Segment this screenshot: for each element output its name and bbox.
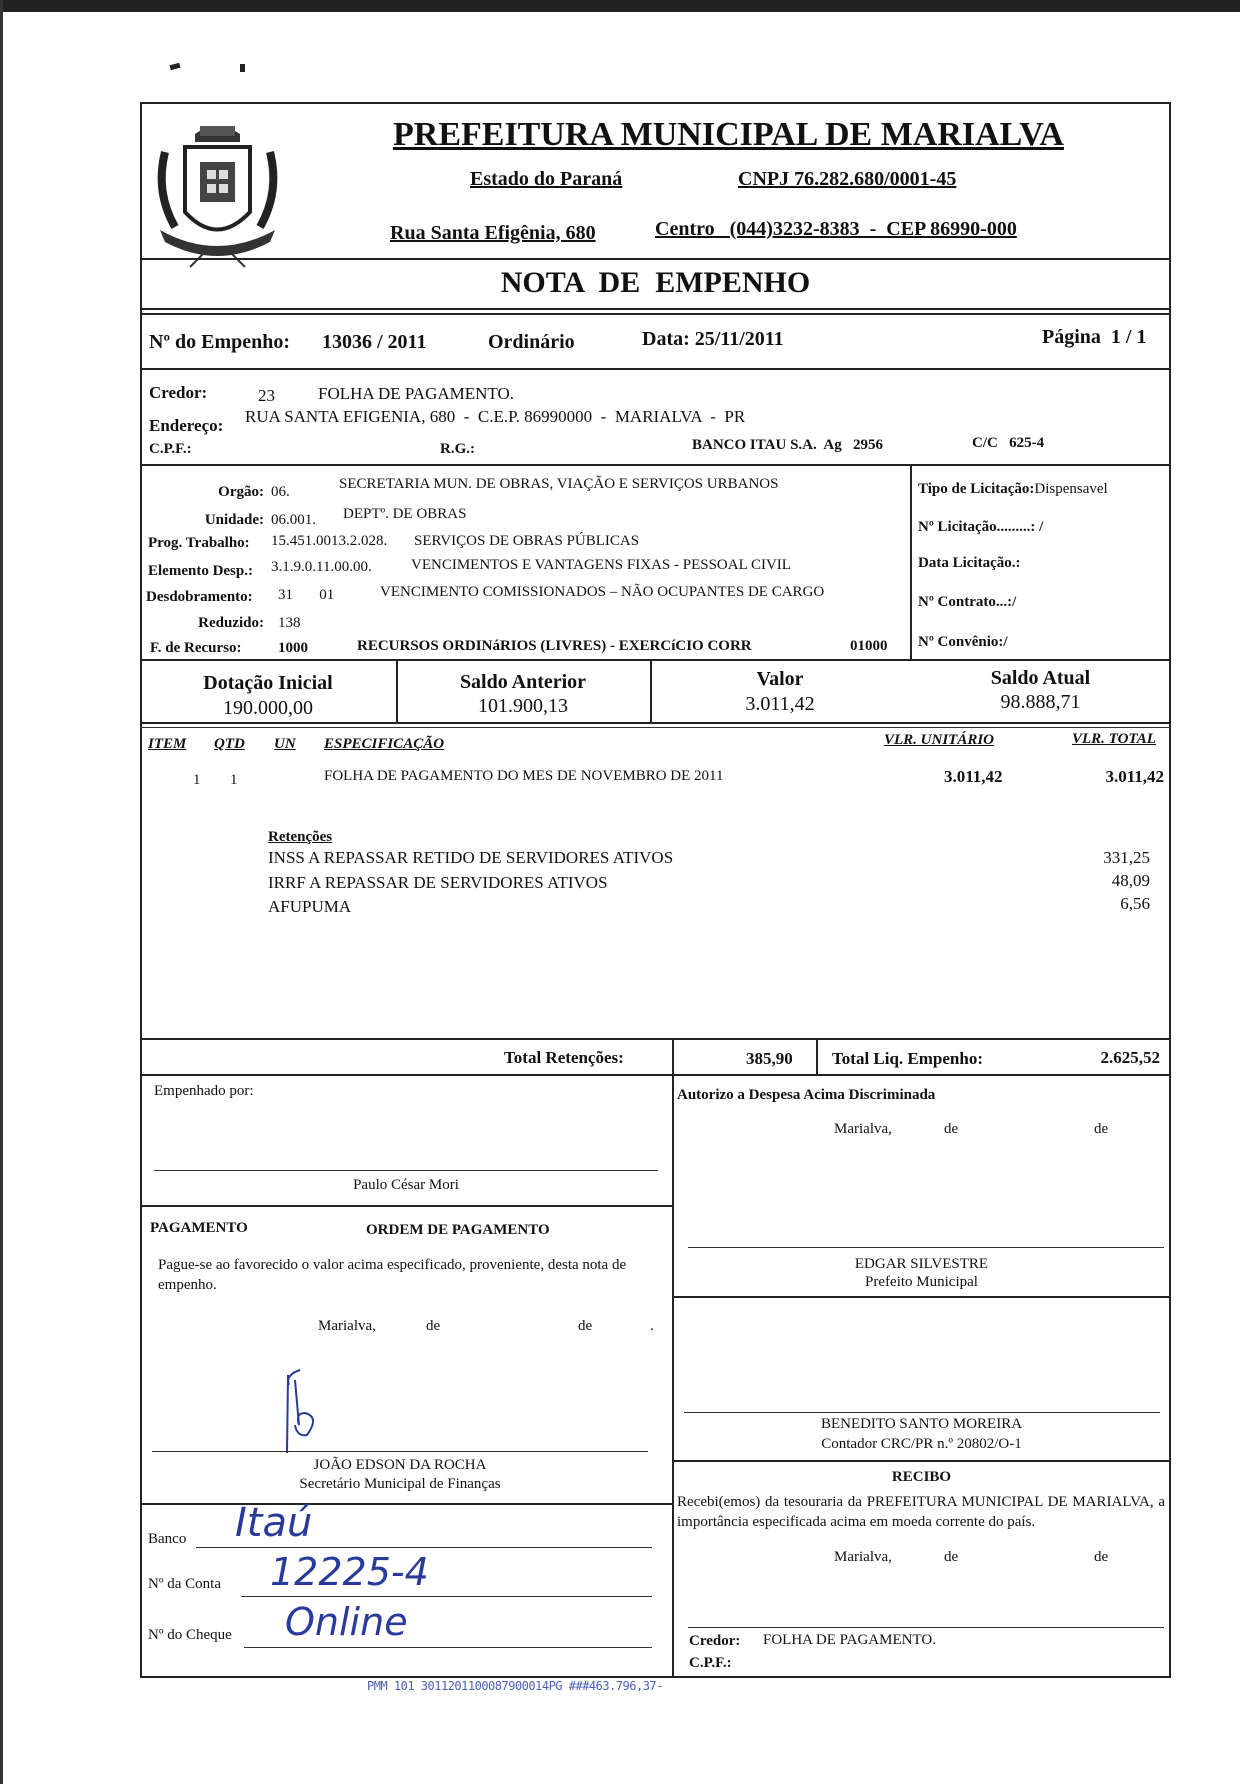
elemento-name: VENCIMENTOS E VANTAGENS FIXAS - PESSOAL CIVIL xyxy=(411,557,791,573)
unidade-name: DEPTº. DE OBRAS xyxy=(343,506,467,522)
signature-line xyxy=(684,1412,1160,1413)
elemento-label: Elemento Desp.: xyxy=(148,563,253,579)
banco-handwritten: Itaú xyxy=(235,1500,313,1546)
scan-mark xyxy=(240,64,245,72)
account-cc: C/C 625-4 xyxy=(972,435,1045,451)
saldo-anterior-value: 101.900,13 xyxy=(478,695,568,717)
header-street: Rua Santa Efigênia, 680 xyxy=(390,222,596,244)
recibo-date-de-1: de xyxy=(944,1549,959,1565)
bank-info: BANCO ITAU S.A. Ag 2956 xyxy=(692,437,883,453)
retencoes-title: Retenções xyxy=(268,829,333,845)
data-licitacao: Data Licitação.: xyxy=(918,555,1021,571)
cheque-label: Nº do Cheque xyxy=(148,1627,232,1643)
scan-top-edge xyxy=(0,0,1240,12)
pague-se-text: Pague-se ao favorecido o valor acima especificado, proveniente, desta nota de empenho. xyxy=(158,1257,627,1293)
divider xyxy=(140,1074,1171,1076)
divider xyxy=(140,308,1171,310)
signature-line xyxy=(154,1170,658,1171)
contador-name: BENEDITO SANTO MOREIRA xyxy=(820,1416,1023,1432)
items-col-qtd: QTD xyxy=(214,736,245,752)
divider xyxy=(140,659,1171,661)
recibo-credor-label: Credor: xyxy=(689,1633,741,1649)
divider xyxy=(672,1038,674,1678)
recurso-name: RECURSOS ORDINáRIOS (LIVRES) - EXERCíCIO CORR xyxy=(357,638,752,654)
items-col-vlr-total: VLR. TOTAL xyxy=(1072,731,1156,747)
items-col-especificacao: ESPECIFICAÇÃO xyxy=(324,736,445,752)
item-unit-value: 3.011,42 xyxy=(944,767,1003,786)
prefeito-name: EDGAR SILVESTRE xyxy=(854,1256,989,1272)
recibo-title: RECIBO xyxy=(891,1469,952,1485)
prog-code: 15.451.0013.2.028. xyxy=(271,533,388,549)
saldo-anterior-label: Saldo Anterior xyxy=(459,671,587,693)
conta-line xyxy=(241,1596,652,1597)
item-number: 1 xyxy=(193,772,201,788)
credor-address: RUA SANTA EFIGENIA, 680 - C.E.P. 86990000 - MARIALVA - PR xyxy=(245,407,746,426)
recibo-city: Marialva, xyxy=(834,1549,892,1565)
empenhado-por-label: Empenhado por: xyxy=(154,1083,254,1099)
cpf-label: C.P.F.: xyxy=(149,441,192,457)
rg-label: R.G.: xyxy=(440,441,475,457)
left-date-de-1: de xyxy=(426,1318,441,1334)
elemento-code: 3.1.9.0.11.00.00. xyxy=(271,559,372,575)
total-liquido-value: 2.625,52 xyxy=(1100,1048,1160,1067)
divider xyxy=(672,1460,1171,1462)
recurso-code-2: 01000 xyxy=(850,638,888,654)
orgao-code: 06. xyxy=(271,484,290,500)
address-label: Endereço: xyxy=(149,416,224,435)
document-title: NOTA DE EMPENHO xyxy=(500,266,811,299)
conta-handwritten: 12225-4 xyxy=(270,1550,429,1594)
divider xyxy=(140,727,1171,728)
right-city: Marialva, xyxy=(834,1121,892,1137)
left-date-de-2: de xyxy=(578,1318,593,1334)
page-number: Página 1 / 1 xyxy=(1042,326,1147,348)
prog-label: Prog. Trabalho: xyxy=(148,535,250,551)
tipo-licitacao-value: Dispensavel xyxy=(1034,481,1108,497)
reduzido-value: 138 xyxy=(278,615,301,631)
banco-line xyxy=(196,1547,652,1548)
desdobramento-name: VENCIMENTO COMISSIONADOS – NÃO OCUPANTES DE CARGO xyxy=(380,584,825,600)
recibo-credor-value: FOLHA DE PAGAMENTO. xyxy=(763,1632,936,1648)
items-col-item: ITEM xyxy=(148,736,187,752)
orgao-name: SECRETARIA MUN. DE OBRAS, VIAÇÃO E SERVIÇOS URBANOS xyxy=(339,476,779,492)
tipo-licitacao-label xyxy=(918,481,1108,498)
empenho-label: Nº do Empenho: xyxy=(149,331,291,353)
item-especificacao: FOLHA DE PAGAMENTO DO MES DE NOVEMBRO DE 2011 xyxy=(324,768,724,784)
numero-licitacao: Nº Licitação.........: / xyxy=(918,519,1044,535)
saldo-atual-label: Saldo Atual xyxy=(990,667,1091,689)
right-date-de-1: de xyxy=(944,1121,959,1137)
retencao-desc: INSS A REPASSAR RETIDO DE SERVIDORES ATIVOS xyxy=(268,848,674,867)
numero-convenio: Nº Convênio:/ xyxy=(918,634,1008,650)
prog-name: SERVIÇOS DE OBRAS PÚBLICAS xyxy=(414,533,640,549)
bank-stamp: PMM 101 3011201100087900014PG ###463.796,37- xyxy=(367,1679,663,1693)
divider xyxy=(910,464,912,660)
empenho-number: 13036 / 2011 xyxy=(322,331,427,353)
secretario-name: JOÃO EDSON DA ROCHA xyxy=(313,1457,487,1473)
divider xyxy=(140,368,1171,370)
dotacao-inicial-value: 190.000,00 xyxy=(223,697,313,719)
conta-label: Nº da Conta xyxy=(148,1576,221,1592)
scan-left-edge xyxy=(0,0,3,1784)
divider xyxy=(816,1038,818,1074)
banco-label: Banco xyxy=(148,1531,187,1547)
retencao-value: 48,09 xyxy=(1111,871,1150,890)
contador-title: Contador CRC/PR n.º 20802/O-1 xyxy=(821,1436,1022,1452)
cheque-handwritten: Online xyxy=(285,1600,408,1644)
divider xyxy=(140,1503,672,1505)
recurso-code: 1000 xyxy=(278,640,308,656)
signature-line xyxy=(152,1451,648,1452)
divider xyxy=(140,464,1171,466)
total-retencoes-label: Total Retenções: xyxy=(504,1048,624,1067)
left-date-end: . xyxy=(650,1318,654,1334)
total-liquido-label: Total Liq. Empenho: xyxy=(832,1049,983,1068)
signature-line xyxy=(688,1627,1164,1628)
unidade-label: Unidade: xyxy=(204,512,264,528)
item-qtd: 1 xyxy=(230,772,238,788)
numero-contrato: Nº Contrato...:/ xyxy=(918,594,1017,610)
items-col-un: UN xyxy=(274,736,296,752)
divider xyxy=(140,1038,1171,1040)
reduzido-label: Reduzido: xyxy=(198,615,264,631)
left-city: Marialva, xyxy=(318,1318,376,1334)
coat-of-arms-seal xyxy=(145,112,290,272)
ordem-pagamento-title: ORDEM DE PAGAMENTO xyxy=(366,1222,550,1238)
valor-value: 3.011,42 xyxy=(745,693,815,715)
empenhado-por-name: Paulo César Mori xyxy=(353,1177,459,1193)
divider xyxy=(672,1296,1171,1298)
header-state: Estado do Paraná xyxy=(470,168,623,190)
header-title: PREFEITURA MUNICIPAL DE MARIALVA xyxy=(393,116,1064,153)
scan-mark xyxy=(170,63,181,70)
retencao-value: 331,25 xyxy=(1103,848,1150,867)
dotacao-inicial-label: Dotação Inicial xyxy=(203,672,333,694)
recibo-date-de-2: de xyxy=(1094,1549,1109,1565)
cheque-line xyxy=(244,1647,652,1648)
pagamento-title: PAGAMENTO xyxy=(150,1220,248,1236)
right-date-de-2: de xyxy=(1094,1121,1109,1137)
orgao-label: Orgão: xyxy=(218,484,264,500)
desdobramento-code: 31 01 xyxy=(278,587,335,603)
divider xyxy=(140,1205,672,1207)
items-col-vlr-unitario: VLR. UNITÁRIO xyxy=(884,732,995,748)
empenho-date: Data: 25/11/2011 xyxy=(642,328,784,350)
credor-code: 23 xyxy=(258,386,275,405)
handwritten-signature xyxy=(265,1365,345,1465)
total-retencoes-value: 385,90 xyxy=(746,1049,793,1068)
unidade-code: 06.001. xyxy=(271,512,316,528)
item-total-value: 3.011,42 xyxy=(1105,767,1164,786)
divider xyxy=(140,722,1171,724)
divider xyxy=(140,313,1171,315)
saldo-atual-value: 98.888,71 xyxy=(1000,691,1081,713)
retencao-desc: AFUPUMA xyxy=(268,897,352,916)
prefeito-title: Prefeito Municipal xyxy=(865,1274,978,1290)
empenho-type: Ordinário xyxy=(488,331,575,353)
retencao-value: 6,56 xyxy=(1120,894,1150,913)
header-cnpj: CNPJ 76.282.680/0001-45 xyxy=(738,168,957,190)
autorizo-title: Autorizo a Despesa Acima Discriminada xyxy=(677,1087,936,1103)
recibo-cpf-label: C.P.F.: xyxy=(689,1655,732,1671)
tipo-licitacao-text: Tipo de Licitação: xyxy=(918,481,1035,497)
retencao-desc: IRRF A REPASSAR DE SERVIDORES ATIVOS xyxy=(268,873,608,892)
desdobramento-label: Desdobramento: xyxy=(146,589,253,605)
credor-name: FOLHA DE PAGAMENTO. xyxy=(318,384,514,403)
signature-line xyxy=(688,1247,1164,1248)
valor-label: Valor xyxy=(756,668,804,690)
recurso-label: F. de Recurso: xyxy=(150,640,242,656)
credor-label: Credor: xyxy=(149,383,208,402)
divider xyxy=(140,258,1171,260)
recibo-text: Recebi(emos) da tesouraria da PREFEITURA MUNICIPAL DE MARIALVA, a importância especificada acima em moeda corrente do país. xyxy=(677,1494,1165,1530)
header-address-rest: Centro (044)3232-8383 - CEP 86990-000 xyxy=(655,218,1017,240)
secretario-title: Secretário Municipal de Finanças xyxy=(299,1476,501,1492)
